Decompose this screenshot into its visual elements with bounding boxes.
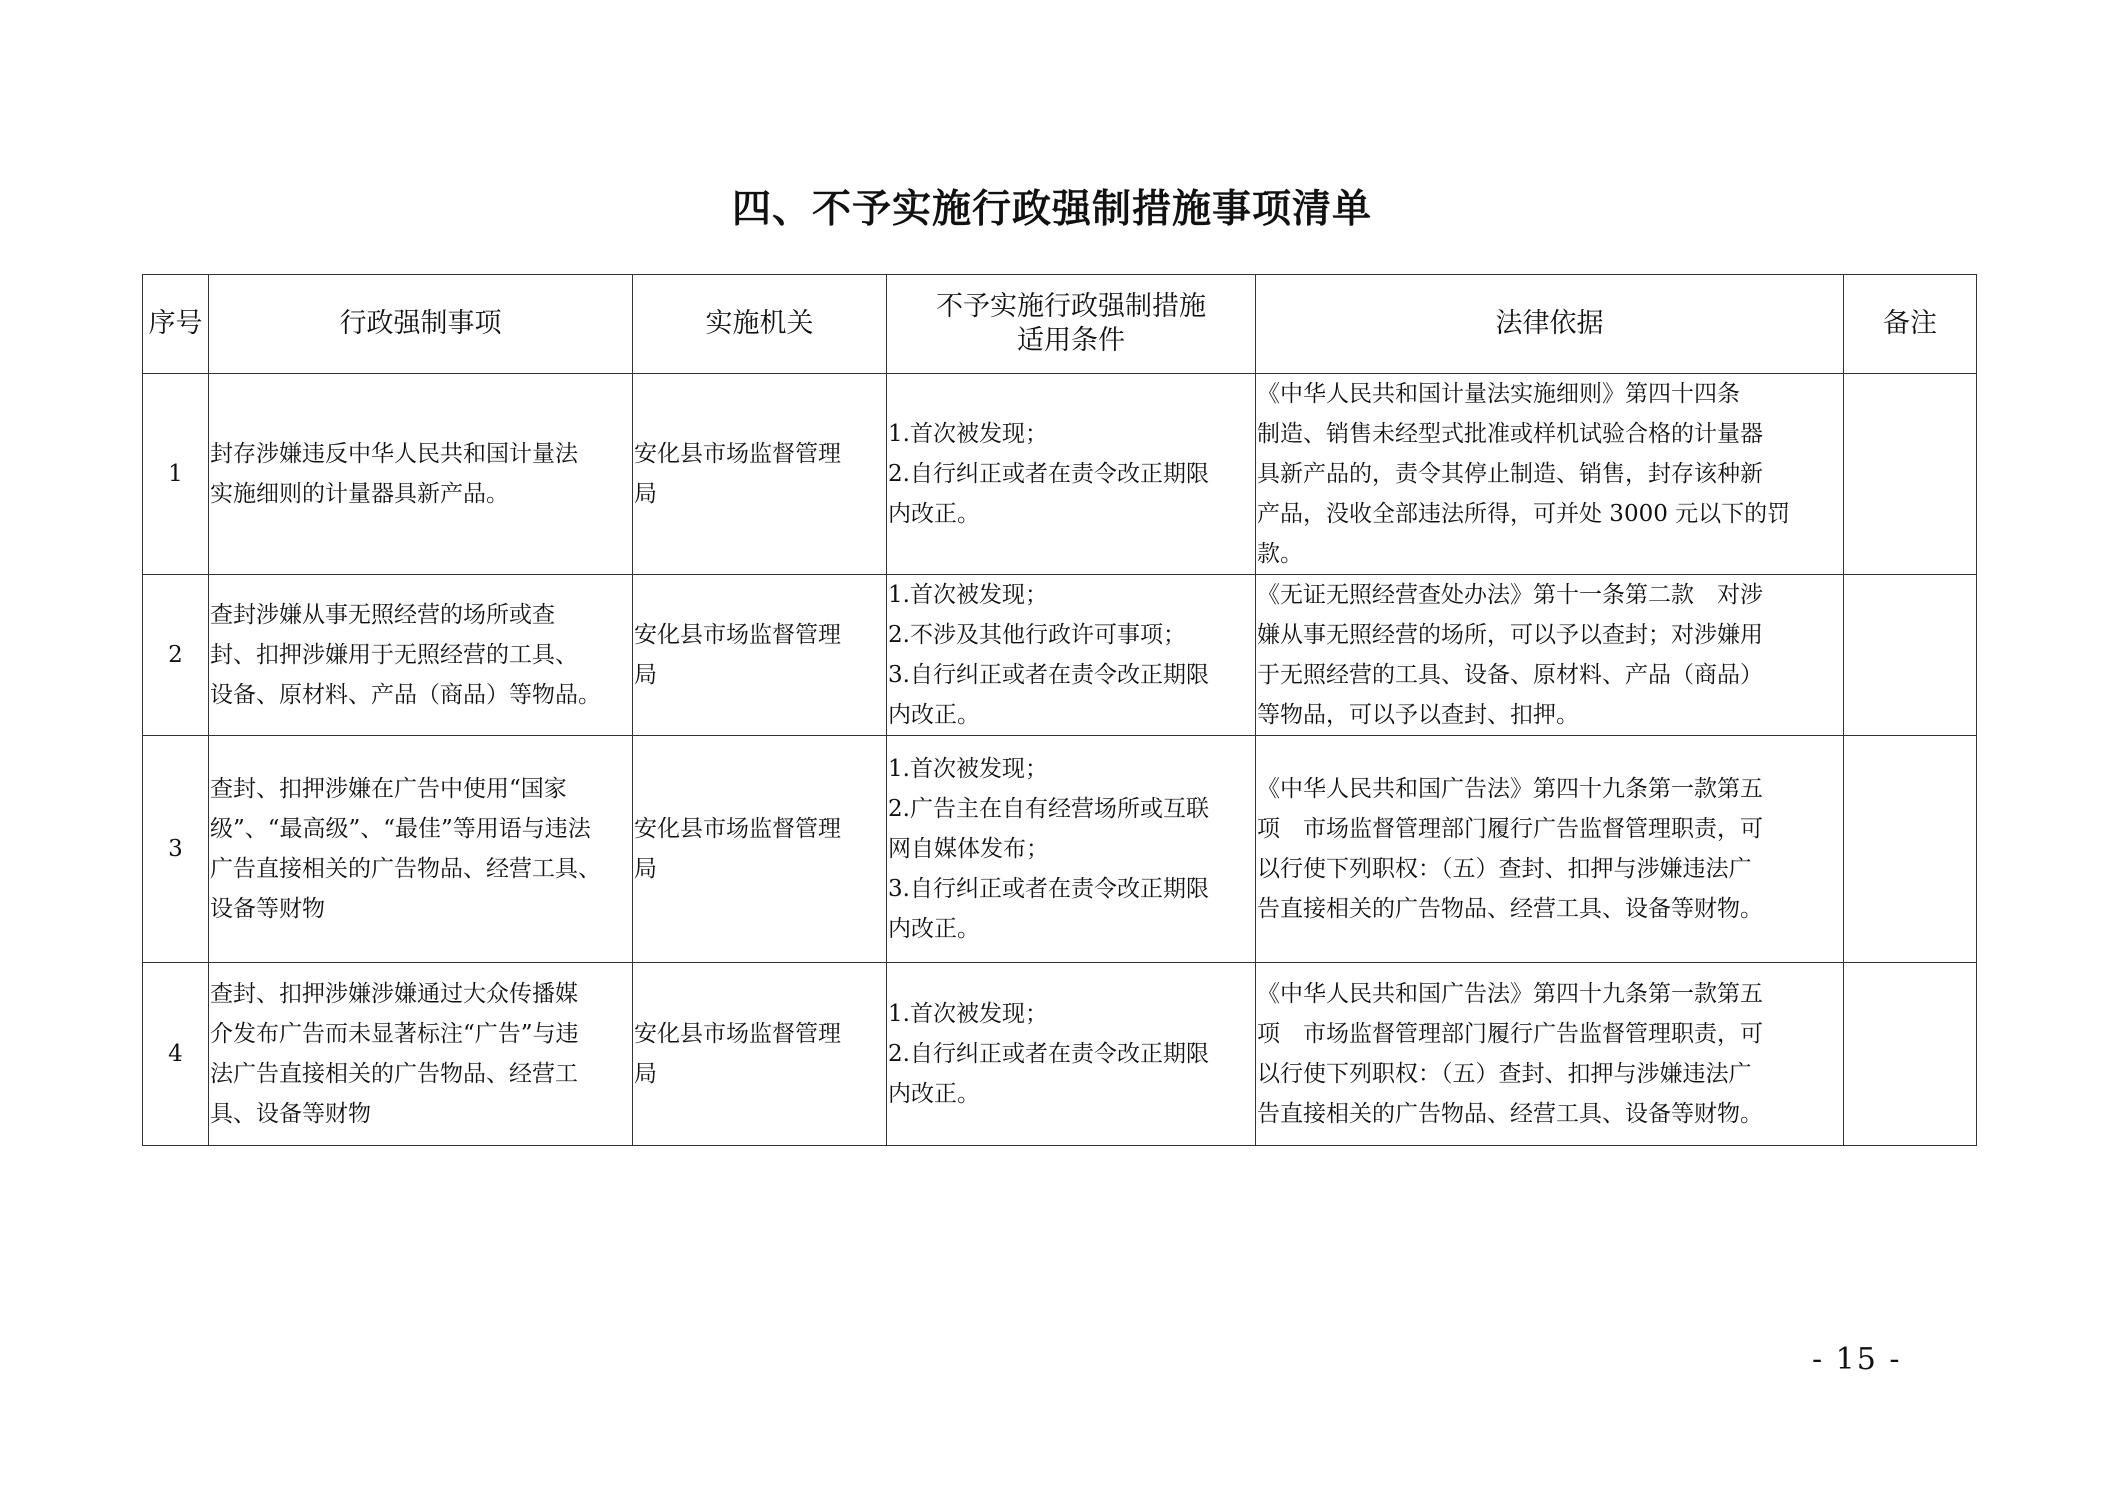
cell-line: 内改正。 xyxy=(888,501,980,527)
cell-line: 《中华人民共和国计量法实施细则》第四十四条 xyxy=(1257,381,1740,407)
cell-line: 1.首次被发现； xyxy=(888,1001,1048,1027)
table-header-row xyxy=(143,275,1977,374)
cell-line: 3.自行纠正或者在责令改正期限 xyxy=(888,876,1209,902)
cell-line: 局 xyxy=(634,662,657,688)
table-row xyxy=(143,736,1977,963)
cell-line: 以行使下列职权：（五）查封、扣押与涉嫌违法广 xyxy=(1257,1061,1752,1087)
header-condition-line: 不予实施行政强制措施 xyxy=(936,291,1206,322)
cell-agency xyxy=(633,374,887,575)
cell-seq: 3 xyxy=(143,736,209,963)
cell-line: 产品，没收全部违法所得，可并处 3000 元以下的罚 xyxy=(1257,501,1791,527)
header-seq: 序号 xyxy=(143,275,209,374)
cell-line: 安化县市场监督管理 xyxy=(634,622,841,648)
cell-line: 嫌从事无照经营的场所，可以予以查封；对涉嫌用 xyxy=(1257,622,1763,648)
cell-line: 1.首次被发现； xyxy=(888,756,1048,782)
cell-line: 设备、原材料、产品（商品）等物品。 xyxy=(210,682,601,708)
cell-line: 1.首次被发现； xyxy=(888,582,1048,608)
cell-line: 安化县市场监督管理 xyxy=(634,441,841,467)
cell-line: 《中华人民共和国广告法》第四十九条第一款第五 xyxy=(1257,776,1763,802)
header-remark: 备注 xyxy=(1844,275,1977,374)
cell-line: 局 xyxy=(634,1061,657,1087)
cell-seq: 1 xyxy=(143,374,209,575)
cell-line: 安化县市场监督管理 xyxy=(634,1021,841,1047)
table-row xyxy=(143,374,1977,575)
page-title: 四、不予实施行政强制措施事项清单 xyxy=(731,187,1372,232)
cell-line: 2.不涉及其他行政许可事项； xyxy=(888,622,1186,648)
cell-line: 具、设备等财物 xyxy=(210,1101,371,1127)
cell-agency xyxy=(633,575,887,736)
page-number: - 15 - xyxy=(1812,1342,1902,1377)
header-condition-line: 适用条件 xyxy=(1017,325,1125,356)
cell-item xyxy=(209,575,633,736)
cell-line: 查封涉嫌从事无照经营的场所或查 xyxy=(210,602,555,628)
cell-line: 查封、扣押涉嫌在广告中使用“国家 xyxy=(210,776,567,802)
cell-conditions xyxy=(887,963,1256,1146)
cell-line: 内改正。 xyxy=(888,702,980,728)
cell-remark xyxy=(1844,963,1977,1146)
cell-line: 实施细则的计量器具新产品。 xyxy=(210,481,509,507)
cell-basis xyxy=(1256,374,1844,575)
cell-line: 以行使下列职权：（五）查封、扣押与涉嫌违法广 xyxy=(1257,856,1752,882)
cell-seq: 2 xyxy=(143,575,209,736)
cell-line: 《无证无照经营查处办法》第十一条第二款 对涉 xyxy=(1257,582,1763,608)
cell-line: 广告直接相关的广告物品、经营工具、 xyxy=(210,856,601,882)
cell-remark xyxy=(1844,575,1977,736)
cell-item xyxy=(209,374,633,575)
cell-line: 款。 xyxy=(1257,541,1303,567)
cell-line: 级”、“最高级”、“最佳”等用语与违法 xyxy=(210,816,591,842)
cell-line: 3.自行纠正或者在责令改正期限 xyxy=(888,662,1209,688)
cell-line: 介发布广告而未显著标注“广告”与违 xyxy=(210,1021,579,1047)
cell-line: 封存涉嫌违反中华人民共和国计量法 xyxy=(210,441,578,467)
cell-line: 项 市场监督管理部门履行广告监督管理职责，可 xyxy=(1257,816,1763,842)
cell-basis xyxy=(1256,575,1844,736)
cell-line: 告直接相关的广告物品、经营工具、设备等财物。 xyxy=(1257,1101,1763,1127)
cell-line: 等物品，可以予以查封、扣押。 xyxy=(1257,702,1579,728)
cell-line: 局 xyxy=(634,856,657,882)
cell-line: 网自媒体发布； xyxy=(888,836,1049,862)
cell-line: 项 市场监督管理部门履行广告监督管理职责，可 xyxy=(1257,1021,1763,1047)
header-agency: 实施机关 xyxy=(633,275,887,374)
cell-seq: 4 xyxy=(143,963,209,1146)
cell-line: 局 xyxy=(634,481,657,507)
cell-line: 1.首次被发现； xyxy=(888,421,1048,447)
cell-line: 2.广告主在自有经营场所或互联 xyxy=(888,796,1209,822)
cell-line: 2.自行纠正或者在责令改正期限 xyxy=(888,461,1209,487)
cell-line: 内改正。 xyxy=(888,916,980,942)
cell-basis xyxy=(1256,963,1844,1146)
header-basis: 法律依据 xyxy=(1256,275,1844,374)
cell-line: 设备等财物 xyxy=(210,896,325,922)
cell-remark xyxy=(1844,736,1977,963)
cell-line: 制造、销售未经型式批准或样机试验合格的计量器 xyxy=(1257,421,1763,447)
header-condition xyxy=(887,275,1256,374)
cell-line: 安化县市场监督管理 xyxy=(634,816,841,842)
cell-conditions xyxy=(887,374,1256,575)
table-row xyxy=(143,575,1977,736)
cell-agency xyxy=(633,963,887,1146)
table-row xyxy=(143,963,1977,1146)
cell-conditions xyxy=(887,736,1256,963)
cell-agency xyxy=(633,736,887,963)
measures-table xyxy=(142,274,1977,1146)
cell-line: 告直接相关的广告物品、经营工具、设备等财物。 xyxy=(1257,896,1763,922)
cell-line: 2.自行纠正或者在责令改正期限 xyxy=(888,1041,1209,1067)
cell-line: 法广告直接相关的广告物品、经营工 xyxy=(210,1061,578,1087)
cell-line: 封、扣押涉嫌用于无照经营的工具、 xyxy=(210,642,578,668)
cell-conditions xyxy=(887,575,1256,736)
cell-line: 具新产品的，责令其停止制造、销售，封存该种新 xyxy=(1257,461,1763,487)
cell-line: 内改正。 xyxy=(888,1081,980,1107)
cell-remark xyxy=(1844,374,1977,575)
cell-line: 查封、扣押涉嫌涉嫌通过大众传播媒 xyxy=(210,981,578,1007)
cell-item xyxy=(209,963,633,1146)
cell-basis xyxy=(1256,736,1844,963)
cell-item xyxy=(209,736,633,963)
cell-line: 《中华人民共和国广告法》第四十九条第一款第五 xyxy=(1257,981,1763,1007)
cell-line: 于无照经营的工具、设备、原材料、产品（商品） xyxy=(1257,662,1763,688)
header-item: 行政强制事项 xyxy=(209,275,633,374)
